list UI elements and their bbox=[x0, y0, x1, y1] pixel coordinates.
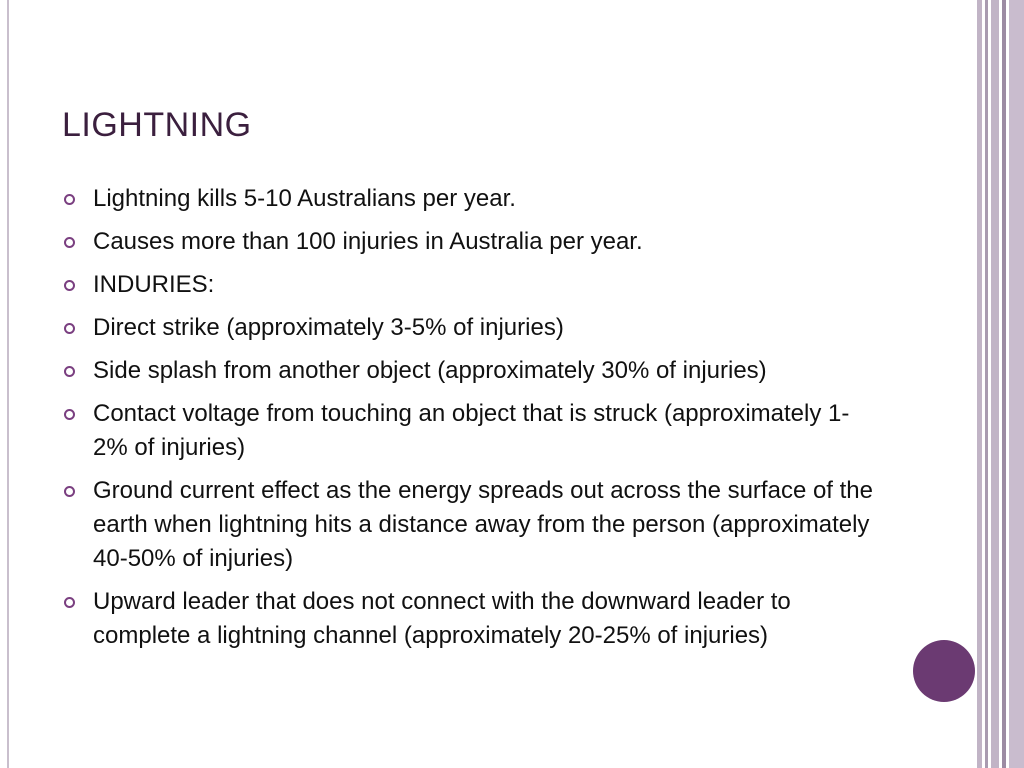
bullet-item bbox=[62, 397, 882, 465]
bullet-circle-icon bbox=[64, 194, 75, 205]
bullet-item bbox=[62, 225, 882, 259]
bullet-text: Ground current effect as the energy spreads out across the surface of the earth when lightning hits a distance away from the person (approximately 40-50% of injuries) bbox=[93, 477, 873, 572]
bullet-item bbox=[62, 182, 882, 216]
bullet-circle-icon bbox=[64, 323, 75, 334]
bullet-item bbox=[62, 354, 882, 388]
bullet-item bbox=[62, 585, 882, 653]
bullet-item bbox=[62, 268, 882, 302]
bullet-item bbox=[62, 474, 882, 576]
bullet-text: Side splash from another object (approximately 30% of injuries) bbox=[93, 357, 767, 384]
bullet-list bbox=[62, 182, 882, 662]
bullet-circle-icon bbox=[64, 486, 75, 497]
bullet-text: INDURIES: bbox=[93, 271, 215, 298]
left-border-line bbox=[7, 0, 9, 768]
bullet-text: Contact voltage from touching an object that is struck (approximately 1-2% of injuries) bbox=[93, 400, 850, 461]
right-stripe bbox=[991, 0, 999, 768]
bullet-text: Lightning kills 5-10 Australians per year. bbox=[93, 185, 516, 212]
bullet-text: Causes more than 100 injuries in Australia per year. bbox=[93, 228, 643, 255]
slide-title: LIGHTNING bbox=[62, 106, 252, 144]
bullet-circle-icon bbox=[64, 280, 75, 291]
decorative-circle bbox=[913, 640, 975, 702]
right-stripe bbox=[1009, 0, 1024, 768]
bullet-text: Upward leader that does not connect with the downward leader to complete a lightning channel (approximately 20-25% of injuries) bbox=[93, 588, 791, 649]
bullet-text: Direct strike (approximately 3-5% of injuries) bbox=[93, 314, 564, 341]
bullet-circle-icon bbox=[64, 237, 75, 248]
bullet-circle-icon bbox=[64, 409, 75, 420]
bullet-circle-icon bbox=[64, 597, 75, 608]
right-stripe bbox=[1002, 0, 1006, 768]
bullet-circle-icon bbox=[64, 366, 75, 377]
right-stripe bbox=[977, 0, 982, 768]
right-stripe bbox=[985, 0, 988, 768]
bullet-item bbox=[62, 311, 882, 345]
